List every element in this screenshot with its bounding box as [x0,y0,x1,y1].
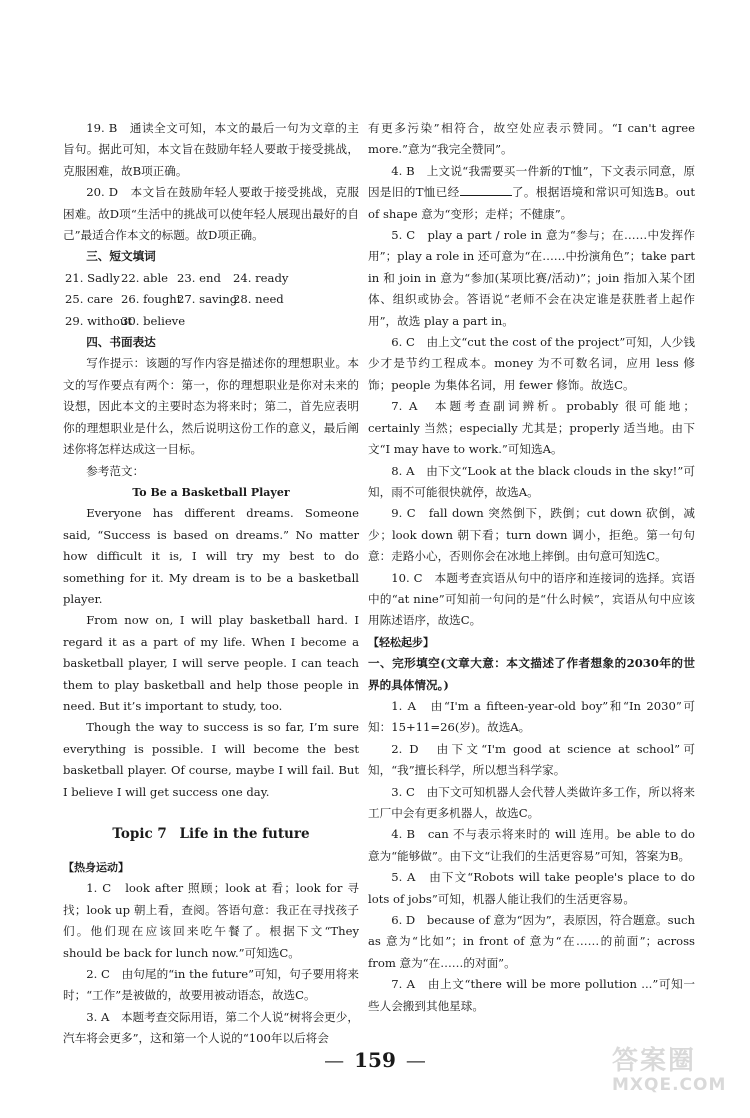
warmup-answer-3-continued: 有更多污染”相符合，故空处应表示赞同。“I can't agree more.”意为“我完全赞同”。 [368,121,695,157]
answer-19: 19. B 通读全文可知，本文的最后一句为文章的主旨句。据此可知，本文旨在鼓励年轻人要敢于接受挑战，克服困难，故B项正确。 [63,121,359,178]
fill-answer: 21. Sadly [65,270,120,285]
cloze-answer-1: 1. A 由“I'm a fifteen-year-old boy”和“In 2030”可知：15+11=26(岁)。故选A。 [368,698,695,735]
warmup-answer-10: 10. C 本题考查宾语从句中的语序和连接词的选择。宾语中的“at nine”可知前一句问的是“什么时候”，宾语从句中应该用陈述语序，故选C。 [368,570,695,628]
fill-answer: 28. need [233,292,284,307]
topic-title: Life in the future [179,826,310,842]
footer-dash: — [405,1048,426,1072]
topic-heading [63,825,359,843]
cloze-answer-5: 5. A 由下文“Robots will take people's place to do lots of jobs”可知，机器人能让我们的生活更容易。 [368,870,695,906]
warmup-answer-5: 5. C play a part / role in 意为“参与；在……中发挥作用”；play a role in 还可意为“在……中扮演角色”；take part in 和 join in 意为“参加(某项比赛/活动)”；join 指加入某个团体、组织或协会。答语说“老师不会在决定谁是获胜者上起作用”，故选 play a part in。 [368,228,695,328]
answer-4-text-a: 4. B 上文说“我需要买一件新的T恤”，下文表示同意，原因是旧的T恤已经 [368,163,695,200]
right-column [368,118,695,1017]
fill-answer: 22. able [121,270,169,285]
fill-answer: 25. care [65,292,113,307]
fill-answer: 24. ready [233,270,289,285]
cloze-answer-2: 2. D 由下文“I'm good at science at school”可知，“我”擅长科学，所以想当科学家。 [368,741,695,778]
easy-start-heading: 【轻松起步】 [368,635,434,649]
warmup-answer-4 [368,161,695,225]
warmup-answer-1: 1. C look after 照顾；look at 看；look for 寻找；look up 朝上看，查阅。答语句意：我正在寻找孩子们。他们现在应该回来吃午餐了。根据下文“They should be back for lunch now.”可知选C。 [63,881,359,960]
footer-dash: — [324,1048,345,1072]
essay-title: To Be a Basketball Player [132,485,290,499]
warmup-answer-6: 6. C 由上文“cut the cost of the project”可知，人少钱少才是节约工程成本。money 为不可数名词，应用 less 修饰；people 为集体名词，用 fewer 修饰。故选C。 [368,335,695,392]
answer-20: 20. D 本文旨在鼓励年轻人要敢于接受挑战，克服困难。故D项“生活中的挑战可以使年轻人展现出最好的自己”最适合作本文的标题。故D项正确。 [63,185,359,243]
writing-tip: 写作提示：该题的写作内容是描述你的理想职业。本文的写作要点有两个：第一，你的理想职业是你对未来的设想，因此本文的主要时态为将来时；第二，首先应表明你的理想职业是什么，然后说明这份工作的意义，最后阐述你将怎样达成这一目标。 [63,356,359,457]
warmup-answer-8: 8. A 由下文“Look at the black clouds in the sky!”可知，雨不可能很快就停，故选A。 [368,463,695,499]
left-column [63,118,359,1050]
warmup-answer-9: 9. C fall down 突然倒下，跌倒；cut down 砍倒，减少；look down 朝下看；turn down 调小，拒绝。第一句句意：走路小心，否则你会在冰地上摔倒。由句意可知选C。 [368,506,695,564]
essay-paragraph: From now on, I will play basketball hard. I regard it as a part of my life. When I become a basketball player, I will serve people. I can teach them to play basketball and help those people in need. But it’s important to study, too. [63,613,359,713]
fill-answer: 30. believe [121,313,186,328]
fill-answer: 23. end [177,270,221,285]
answer-4-text-b: 了。根据语境和常识可知选B。out of shape 意为“变形；走样；不健康”。 [368,185,695,221]
warmup-answer-2: 2. C 由句尾的“in the future”可知，句子要用将来时；“工作”是被做的，故要用被动语态，故选C。 [63,967,359,1003]
watermark-url: MXQE.COM [612,1075,727,1095]
fill-answer: 27. saving [177,292,238,307]
fill-in-answers [63,268,359,332]
cloze-answer-4: 4. B can 不与表示将来时的 will 连用。be able to do 意为“能够做”。由下文“让我们的生活更容易”可知，答案为B。 [368,827,695,863]
essay-paragraph: Though the way to success is so far, I’m sure everything is possible. I will become the best basketball player. Of course, maybe I will fail. But I believe I will get success one day. [63,720,359,799]
cloze-answer-6: 6. D because of 意为“因为”，表原因，符合题意。such as 意为“比如”；in front of 意为“在……的前面”；across from 意为“在……的对面”。 [368,913,695,970]
section-heading-writing: 四、书面表达 [86,335,156,350]
answer-blank [460,183,512,196]
essay-paragraph: Everyone has different dreams. Someone said, “Success is based on dreams.” No matter how difficult it is, I will try my best to do something for it. My dream is to be a basketball player. [63,506,359,606]
watermark-logo [612,1040,742,1112]
fill-answer: 29. without [65,313,132,328]
warmup-heading: 【热身运动】 [63,861,129,874]
warmup-answer-3: 3. A 本题考查交际用语，第二个人说“树将会更少，汽车将会更多”，这和第一个人说的“100年以后将会 [63,1009,359,1046]
cloze-answer-7: 7. A 由上文“there will be more pollution ...”可知一些人会搬到其他星球。 [368,977,695,1013]
cloze-heading: 一、完形填空(文章大意：本文描述了作者想象的2030年的世界的具体情况。) [368,656,695,692]
page-number: 159 [354,1048,396,1072]
topic-number: Topic 7 [112,826,167,842]
watermark-text: 答案圈 [612,1046,697,1076]
section-heading-fill-in: 三、短文填词 [86,249,156,264]
cloze-answer-3: 3. C 由下文可知机器人会代替人类做许多工作，所以将来工厂中会有更多机器人，故选C。 [368,784,695,820]
sample-label: 参考范文： [86,463,145,478]
warmup-answer-7: 7. A 本题考查副词辨析。probably 很可能地；certainly 当然；especially 尤其是；properly 适当地。由下文“I may have to work.”可知选A。 [368,399,695,457]
fill-answer: 26. fought [121,292,182,307]
